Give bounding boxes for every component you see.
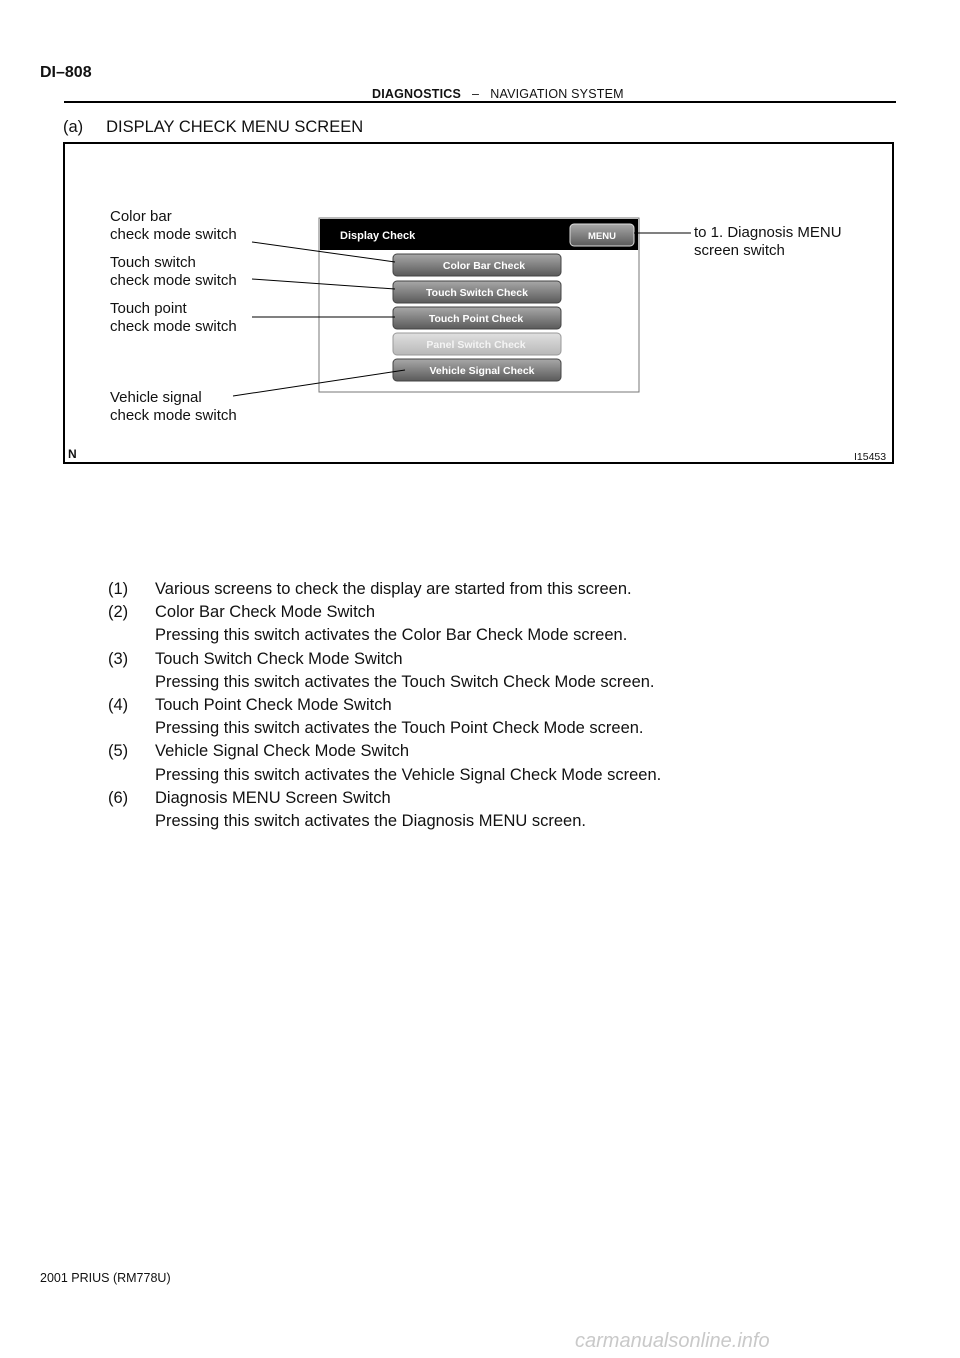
step-item: (3) Touch Switch Check Mode Switch Pressing this switch activates the Touch Switch Check Mode screen.: [108, 648, 908, 694]
callout-touch-switch: Touch switch check mode switch: [110, 254, 237, 289]
color-bar-check-button[interactable]: [393, 254, 561, 276]
step-list: [108, 578, 908, 833]
step-title: Touch Switch Check Mode Switch: [155, 649, 403, 668]
step-item: (2) Color Bar Check Mode Switch Pressing this switch activates the Color Bar Check Mode screen.: [108, 601, 908, 647]
step-item: (1) Various screens to check the display are started from this screen.: [108, 578, 908, 601]
menu-button[interactable]: [570, 224, 634, 246]
step-title: Various screens to check the display are started from this screen.: [155, 580, 632, 598]
step-desc: Pressing this switch activates the Color Bar Check Mode screen.: [155, 626, 628, 645]
footer-model: 2001 PRIUS (RM778U): [40, 1271, 171, 1285]
step-item: (6) Diagnosis MENU Screen Switch Pressing this switch activates the Diagnosis MENU screen.: [108, 787, 908, 833]
step-desc: Pressing this switch activates the Diagnosis MENU screen.: [155, 812, 586, 831]
vehicle-signal-check-button[interactable]: [393, 359, 561, 381]
callout-touch-point: Touch point check mode switch: [110, 300, 237, 335]
header-separator: –: [472, 87, 480, 101]
header-subsection: NAVIGATION SYSTEM: [490, 87, 624, 101]
panel-switch-check-button: [393, 333, 561, 355]
figure-frame: [63, 142, 894, 464]
touch-switch-check-label: Touch Switch Check: [426, 287, 528, 299]
step-desc: Pressing this switch activates the Vehicle Signal Check Mode screen.: [155, 765, 662, 784]
watermark: carmanualsonline.info: [575, 1330, 770, 1352]
step-title: Color Bar Check Mode Switch: [155, 603, 376, 622]
touch-switch-check-button[interactable]: [393, 281, 561, 303]
figure-id: I15453: [854, 451, 887, 463]
callout-vehicle-signal: Vehicle signal check mode switch: [110, 389, 237, 424]
touch-point-check-button[interactable]: [393, 307, 561, 329]
step-desc: Pressing this switch activates the Touch Point Check Mode screen.: [155, 719, 644, 738]
step-title: Diagnosis MENU Screen Switch: [155, 788, 391, 807]
header-rule: [64, 101, 896, 103]
screen-title: Display Check: [340, 230, 416, 242]
step-item: (4) Touch Point Check Mode Switch Pressing this switch activates the Touch Point Check Mode screen.: [108, 694, 908, 740]
panel-switch-check-label: Panel Switch Check: [426, 339, 526, 351]
step-title: Touch Point Check Mode Switch: [155, 696, 392, 715]
section-heading: (a) DISPLAY CHECK MENU SCREEN: [63, 118, 364, 136]
vehicle-signal-check-label: Vehicle Signal Check: [429, 365, 535, 377]
page-number: DI–808: [40, 64, 92, 81]
figure-mark: N: [68, 447, 77, 461]
step-item: (5) Vehicle Signal Check Mode Switch Pressing this switch activates the Vehicle Signal Check Mode screen.: [108, 740, 908, 786]
callout-diagnosis-menu: to 1. Diagnosis MENU screen switch: [694, 224, 842, 259]
color-bar-check-label: Color Bar Check: [442, 260, 526, 272]
step-desc: Pressing this switch activates the Touch Switch Check Mode screen.: [155, 672, 655, 691]
callout-color-bar: Color bar check mode switch: [110, 208, 237, 243]
touch-point-check-label: Touch Point Check: [428, 313, 524, 325]
menu-button-label: MENU: [588, 231, 616, 242]
header-section: DIAGNOSTICS: [372, 87, 462, 101]
step-title: Vehicle Signal Check Mode Switch: [155, 742, 410, 761]
running-header: [372, 87, 624, 101]
